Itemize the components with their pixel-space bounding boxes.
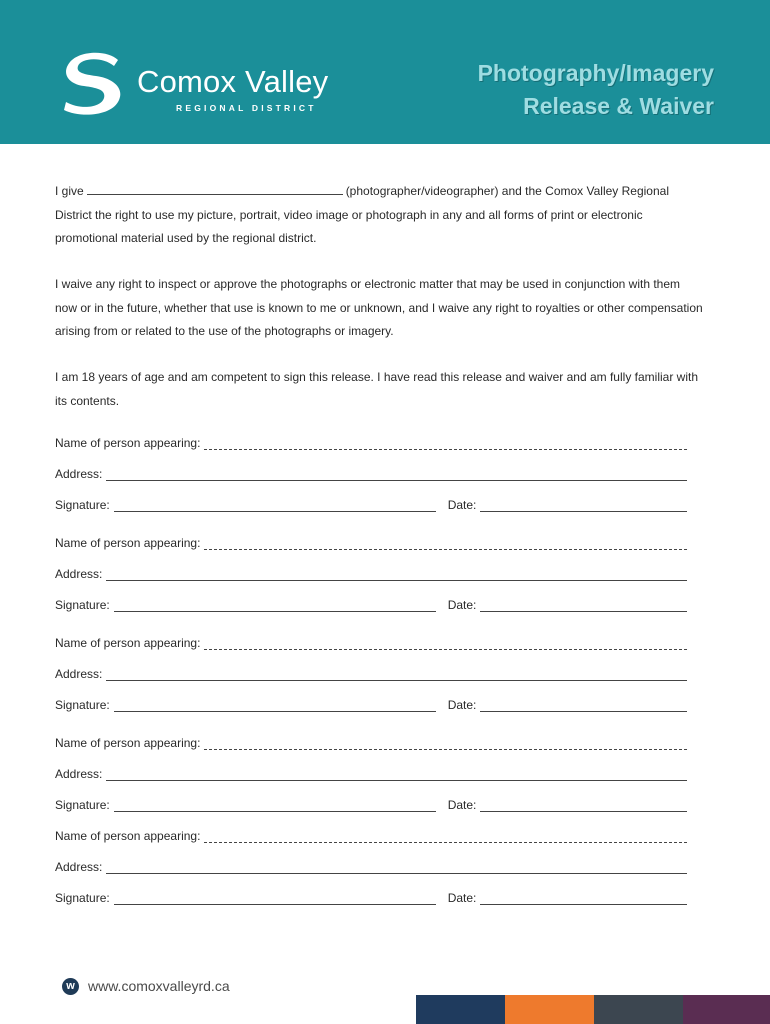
address-field[interactable] (106, 468, 687, 481)
address-field[interactable] (106, 861, 687, 874)
date-label: Date: (447, 798, 477, 812)
cvrd-logo-icon (58, 48, 130, 116)
signature-row (55, 887, 687, 905)
name-row (55, 532, 687, 550)
address-row (55, 563, 687, 581)
signature-label: Signature: (55, 698, 110, 712)
address-row (55, 763, 687, 781)
address-row (55, 463, 687, 481)
footer-stripe-orange (505, 995, 594, 1024)
document-title (478, 57, 714, 123)
address-field[interactable] (106, 768, 687, 781)
footer-stripe-purple (683, 995, 770, 1024)
date-field[interactable] (480, 799, 687, 812)
signature-row (55, 494, 687, 512)
footer-stripe-navy (416, 995, 505, 1024)
name-row (55, 825, 687, 843)
signature-row (55, 594, 687, 612)
org-name: Comox Valley (137, 64, 329, 99)
paragraph-consent (55, 180, 705, 251)
consent-rest: (photographer/videographer) and the Comox Valley Regional District the right to use my picture, portrait, video image or photograph in any and all forms of print or electronic promotional material used by the regional district. (55, 184, 669, 245)
name-row (55, 732, 687, 750)
address-label: Address: (55, 567, 103, 581)
photographer-name-field[interactable] (87, 182, 343, 195)
name-label: Name of person appearing: (55, 536, 201, 550)
paragraph-waiver: I waive any right to inspect or approve the photographs or electronic matter that may be used in conjunction with them now or in the future, whether that use is known to me or unknown, and I waive any right to royalties or other compensation arising from or related to the use of the photographs or imagery. (55, 277, 703, 338)
name-field[interactable] (204, 737, 687, 750)
website-icon: w (62, 978, 79, 995)
name-row (55, 632, 687, 650)
footer-website[interactable] (62, 975, 230, 997)
consent-start: I give (55, 184, 84, 198)
address-label: Address: (55, 467, 103, 481)
name-row (55, 432, 687, 450)
document-title-line2: Release & Waiver (523, 93, 714, 119)
name-field[interactable] (204, 437, 687, 450)
date-label: Date: (447, 498, 477, 512)
address-row (55, 856, 687, 874)
signature-label: Signature: (55, 598, 110, 612)
paragraph-age: I am 18 years of age and am competent to sign this release. I have read this release and waiver and am fully familiar with its contents. (55, 370, 698, 408)
header-banner (0, 0, 770, 144)
signature-label: Signature: (55, 798, 110, 812)
address-label: Address: (55, 860, 103, 874)
date-label: Date: (447, 698, 477, 712)
date-field[interactable] (480, 599, 687, 612)
date-field[interactable] (480, 699, 687, 712)
website-url[interactable]: www.comoxvalleyrd.ca (88, 978, 230, 994)
date-label: Date: (447, 598, 477, 612)
address-field[interactable] (106, 668, 687, 681)
signature-field[interactable] (114, 799, 436, 812)
signature-row (55, 794, 687, 812)
footer-stripe-slate (594, 995, 683, 1024)
org-subtitle: REGIONAL DISTRICT (176, 103, 317, 113)
name-field[interactable] (204, 537, 687, 550)
name-label: Name of person appearing: (55, 436, 201, 450)
name-label: Name of person appearing: (55, 636, 201, 650)
address-row (55, 663, 687, 681)
address-label: Address: (55, 667, 103, 681)
name-label: Name of person appearing: (55, 736, 201, 750)
date-field[interactable] (480, 892, 687, 905)
name-label: Name of person appearing: (55, 829, 201, 843)
date-field[interactable] (480, 499, 687, 512)
document-title-line1: Photography/Imagery (477, 60, 714, 86)
signature-field[interactable] (114, 599, 436, 612)
signature-field[interactable] (114, 699, 436, 712)
signature-label: Signature: (55, 498, 110, 512)
signature-field[interactable] (114, 892, 436, 905)
signature-label: Signature: (55, 891, 110, 905)
name-field[interactable] (204, 830, 687, 843)
signature-field[interactable] (114, 499, 436, 512)
address-field[interactable] (106, 568, 687, 581)
name-field[interactable] (204, 637, 687, 650)
address-label: Address: (55, 767, 103, 781)
signature-row (55, 694, 687, 712)
date-label: Date: (447, 891, 477, 905)
